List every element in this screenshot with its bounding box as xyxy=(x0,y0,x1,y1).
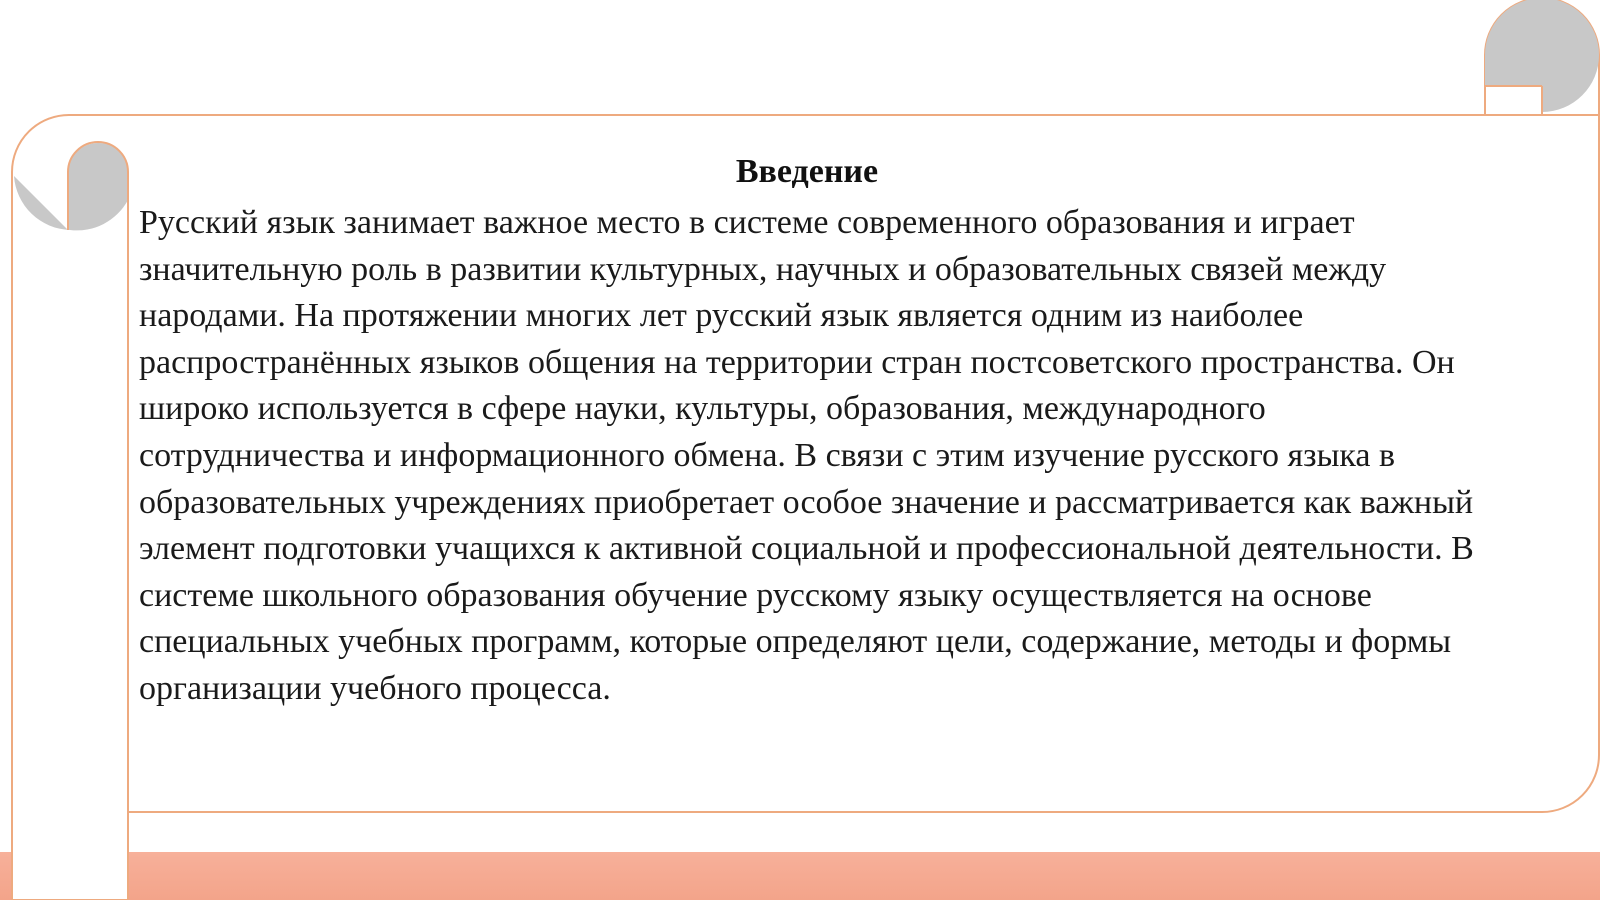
slide-title: Введение xyxy=(735,153,879,190)
scroll-top-curl xyxy=(1485,0,1599,115)
intro-paragraph: Русский язык занимает важное место в системе современного образования и играет значительную роль в развитии культурных, научных и образовательных связей между народами. На протяжении многих лет русский язык является одним из наиболее распространённых языков общения на территории стран постсоветского пространства. Он широко используется в сфере науки, культуры, образования, международного сотрудничества и информационного обмена. В связи с этим изучение русского языка в образовательных учреждениях приобретает особое значение и рассматривается как важный элемент подготовки учащихся к активной социальной и профессиональной деятельности. В системе школьного образования обучение русскому языку осуществляется на основе специальных учебных программ, которые определяют цели, содержание, методы и формы организации учебного процесса. xyxy=(139,204,1474,707)
